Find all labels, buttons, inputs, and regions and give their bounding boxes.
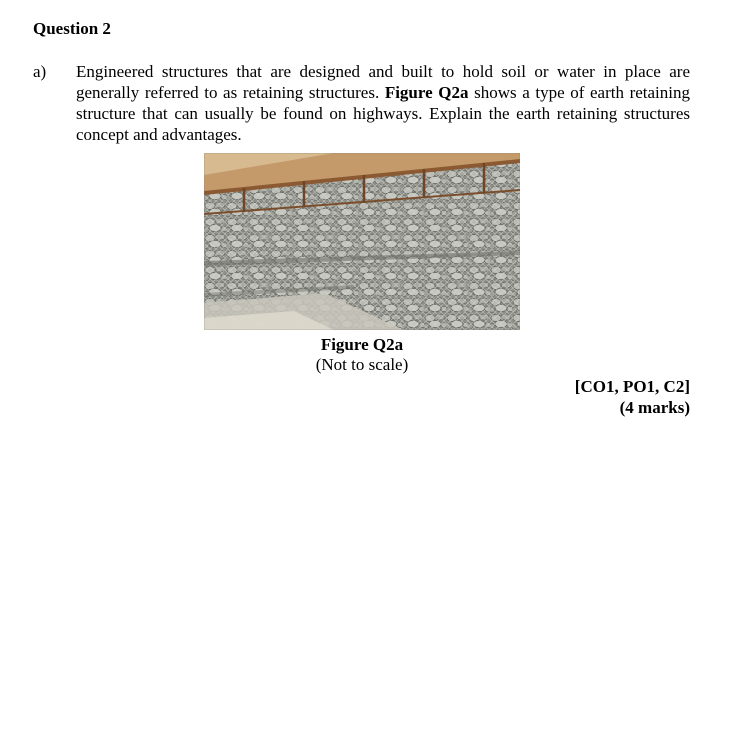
part-a-text xyxy=(76,61,690,145)
figure-caption-title: Figure Q2a xyxy=(320,335,404,354)
part-a-text-after: shows a type of earth retaining structure that can usually be found on highways. Explain the earth retaining structures concept and advantages. xyxy=(76,83,691,144)
part-a-text-before: Engineered structures that are designed and built to hold soil or water in place are generally referred to as retaining structures. xyxy=(76,62,690,102)
figure-caption-note: (Not to scale) xyxy=(315,355,409,374)
course-outcomes: [CO1, PO1, C2] xyxy=(574,377,690,396)
marks-allocation: (4 marks) xyxy=(619,398,690,417)
question-title: Question 2 xyxy=(33,19,111,38)
figure-reference: Figure Q2a xyxy=(384,83,469,102)
marks-block xyxy=(575,376,690,418)
gabion-wall-photo xyxy=(204,153,520,330)
part-a-label: a) xyxy=(33,62,47,81)
